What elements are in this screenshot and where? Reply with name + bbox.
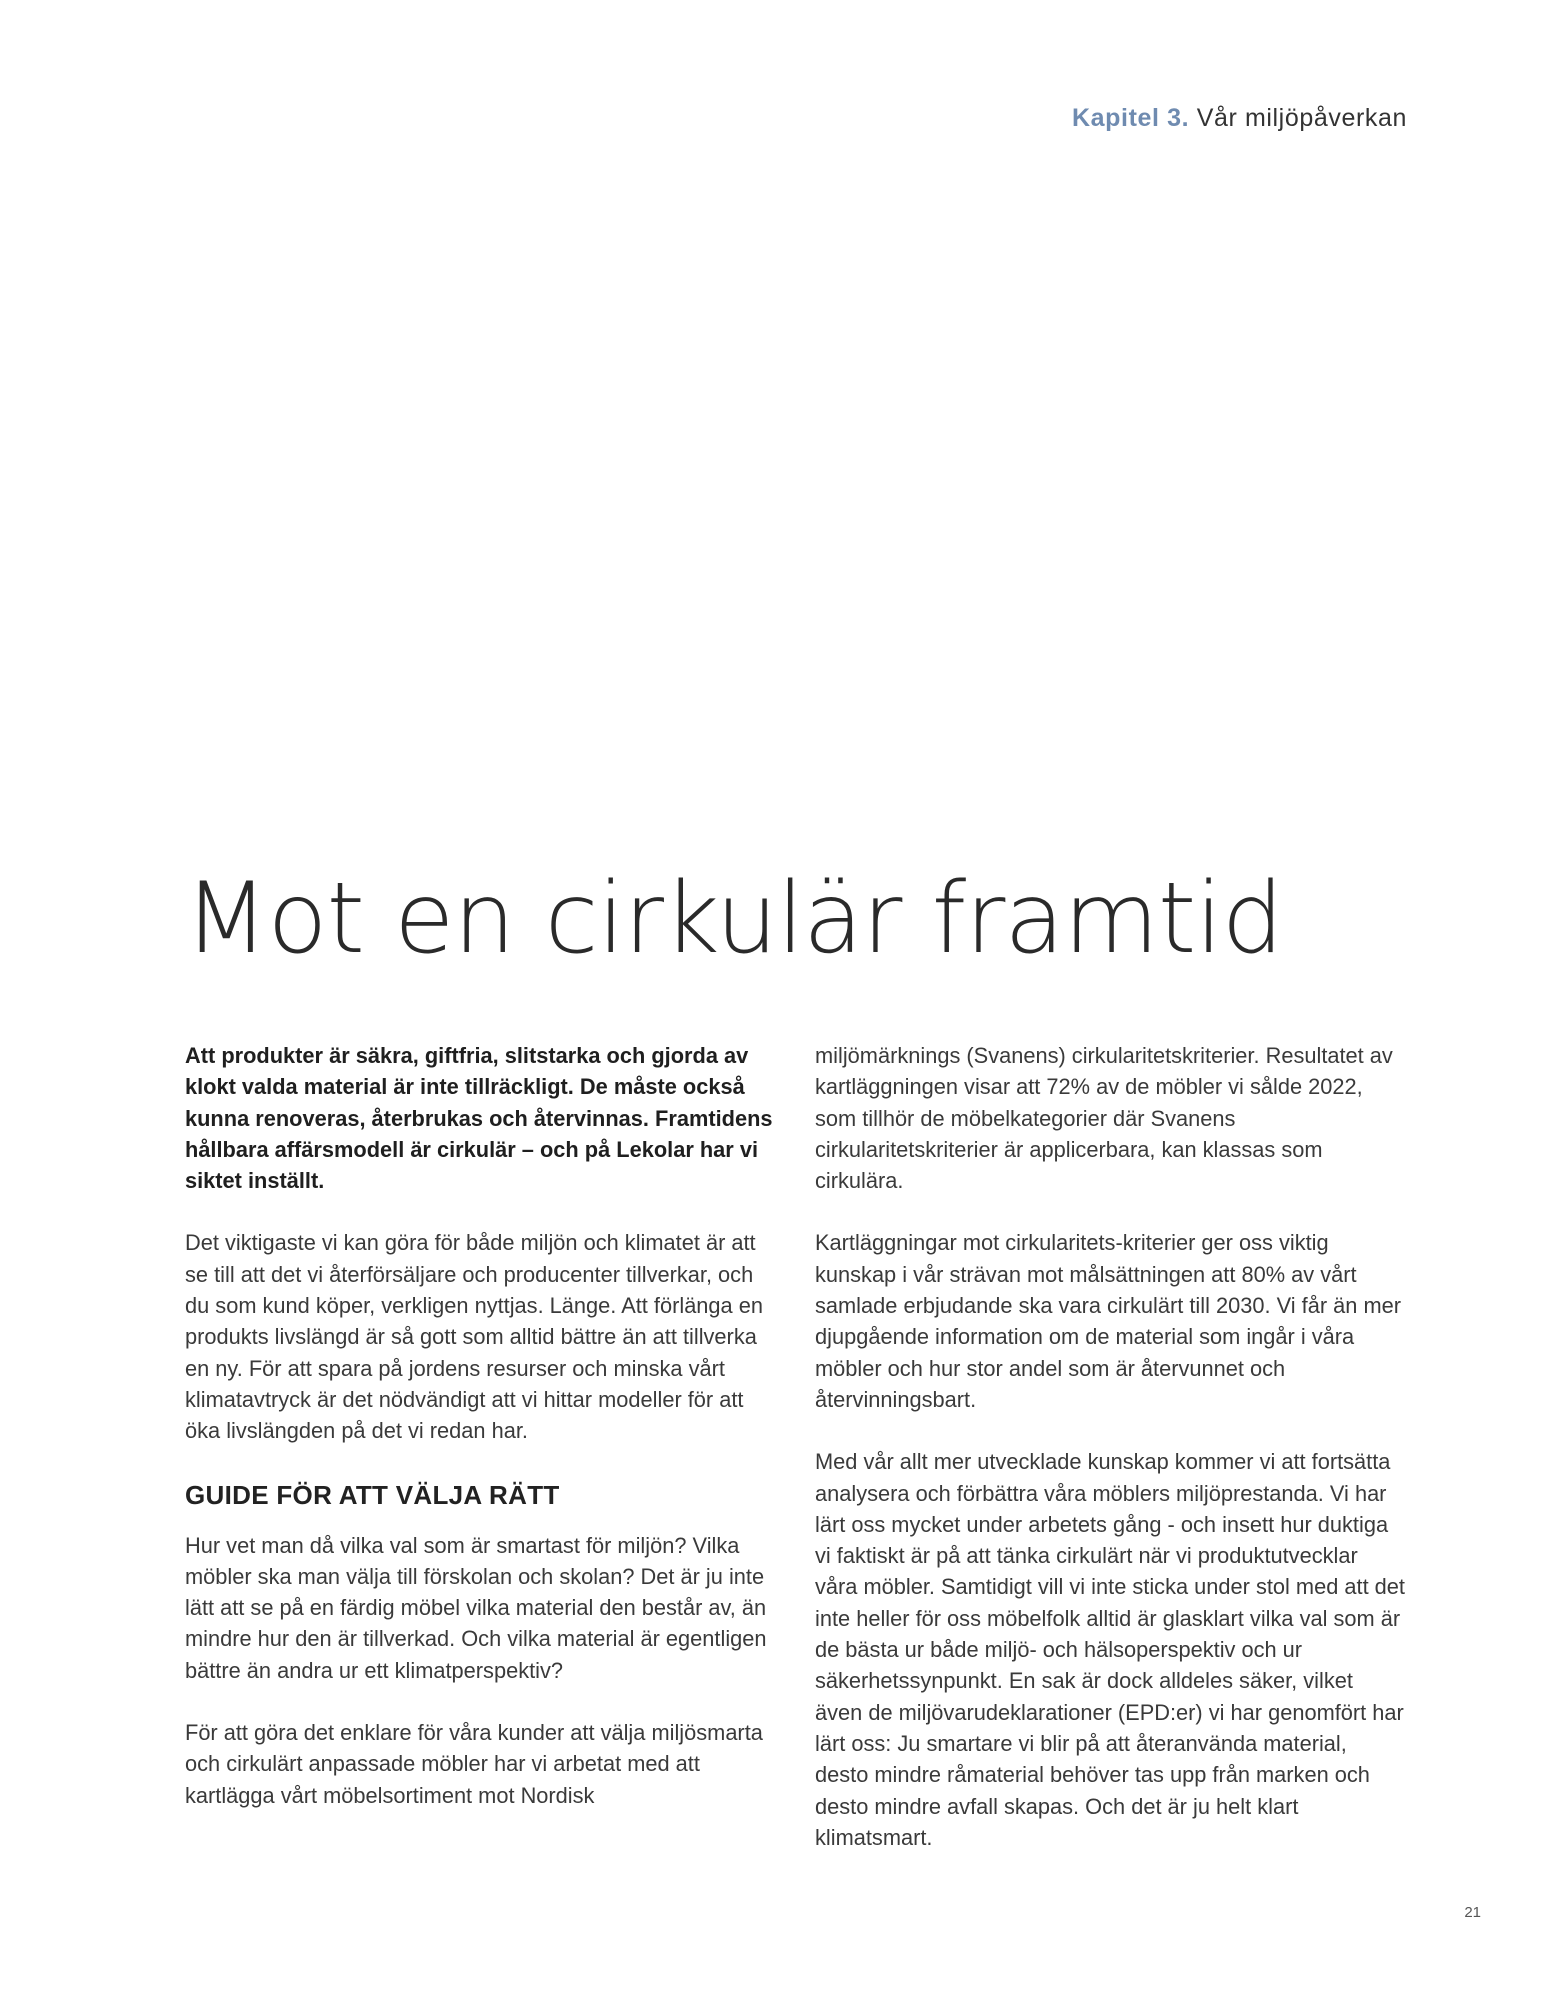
- chapter-title: Vår miljöpåverkan: [1196, 104, 1407, 132]
- chapter-header: [1072, 104, 1407, 133]
- section-heading: GUIDE FÖR ATT VÄLJA RÄTT: [185, 1479, 560, 1510]
- body-paragraph: Hur vet man då vilka val som är smartast för miljön? Vilka möbler ska man välja till förskolan och skolan? Det är ju inte lätt att se på en färdig möbel vilka material den består av, än mindre hur den är tillverkad. Och vilka material är egentligen bättre än andra ur ett klimatperspektiv?: [185, 1532, 767, 1683]
- body-paragraph: miljömärknings (Svanens) cirkularitetskriterier. Resultatet av kartläggningen visar att 72% av de möbler vi sålde 2022, som tillhör de möbelkategorier där Svanens cirkularitetskriterier är applicerbara, kan klassas som cirkulära.: [815, 1043, 1393, 1194]
- body-paragraph: För att göra det enklare för våra kunder att välja miljösmarta och cirkulärt anpassade möbler har vi arbetat med att kartlägga vårt möbelsortiment mot Nordisk: [185, 1720, 763, 1808]
- page-number: 21: [1464, 1904, 1481, 1921]
- chapter-label: Kapitel 3.: [1072, 104, 1190, 132]
- lead-paragraph: Att produkter är säkra, giftfria, slitstarka och gjorda av klokt valda material är inte tillräckligt. De måste också kunna renoveras, återbrukas och återvinnas. Framtidens hållbara affärsmodell är cirkulär – och på Lekolar har vi siktet inställt.: [185, 1043, 773, 1194]
- body-paragraph: Kartläggningar mot cirkularitets-kriterier ger oss viktig kunskap i vår strävan mot målsättningen att 80% av vårt samlade erbjudande ska vara cirkulärt till 2030. Vi får än mer djupgående information om de material som ingår i våra möbler och hur stor andel som är återvunnet och återvinningsbart.: [815, 1230, 1401, 1412]
- body-paragraph: Det viktigaste vi kan göra för både miljön och klimatet är att se till att det vi återförsäljare och producenter tillverkar, och du som kund köper, verkligen nyttjas. Länge. Att förlänga en produkts livslängd är så gott som alltid bättre än att tillverka en ny. För att spara på jordens resurser och minska vårt klimatavtryck är det nödvändigt att vi hittar modeller för att öka livslängden på det vi redan har.: [185, 1230, 763, 1444]
- body-paragraph: Med vår allt mer utvecklade kunskap kommer vi att fortsätta analysera och förbättra våra möblers miljöprestanda. Vi har lärt oss mycket under arbetets gång - och insett hur duktiga vi faktiskt är på att tänka cirkulärt när vi produktutvecklar våra möbler. Samtidigt vill vi inte sticka under stol med att det inte heller för oss möbelfolk alltid är glasklart vilka val som är de bästa ur både miljö- och hälsoperspektiv och ur säkerhetssynpunkt. En sak är dock alldeles säker, vilket även de miljövarudeklarationer (EPD:er) vi har genomfört har lärt oss: Ju smartare vi blir på att återanvända material, desto mindre råmaterial behöver tas upp från marken och desto mindre avfall skapas. Och det är ju helt klart klimatsmart.: [815, 1449, 1405, 1850]
- left-column: [185, 1040, 775, 1842]
- page-title: Mot en cirkulär framtid: [184, 862, 1283, 976]
- right-column: [815, 1040, 1405, 1884]
